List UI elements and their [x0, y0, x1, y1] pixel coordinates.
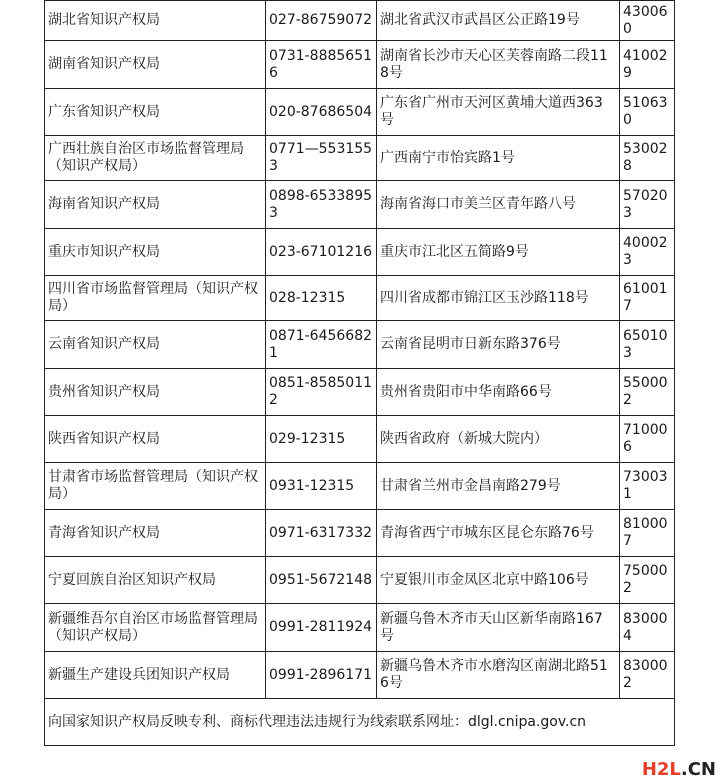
phone-cell: 0851-85850112 [266, 369, 377, 416]
postcode-cell: 830004 [620, 604, 675, 652]
table-row [45, 1, 675, 41]
address-cell: 陕西省政府（新城大院内） [377, 416, 620, 463]
site-watermark-logo [642, 759, 716, 780]
address-cell: 海南省海口市美兰区青年路八号 [377, 181, 620, 229]
agency-name-cell: 广东省知识产权局 [45, 89, 266, 136]
address-cell: 贵州省贵阳市中华南路66号 [377, 369, 620, 416]
agency-name-cell: 重庆市知识产权局 [45, 229, 266, 276]
address-cell: 新疆乌鲁木齐市水磨沟区南湖北路516号 [377, 652, 620, 699]
address-cell: 云南省昆明市日新东路376号 [377, 321, 620, 369]
phone-cell: 0931-12315 [266, 463, 377, 510]
agency-name-cell: 海南省知识产权局 [45, 181, 266, 229]
phone-cell: 029-12315 [266, 416, 377, 463]
phone-cell: 0731-88856516 [266, 41, 377, 89]
address-cell: 广东省广州市天河区黄埔大道西363号 [377, 89, 620, 136]
phone-cell: 0991-2811924 [266, 604, 377, 652]
address-cell: 甘肃省兰州市金昌南路279号 [377, 463, 620, 510]
table-row [45, 463, 675, 510]
postcode-cell: 810007 [620, 510, 675, 557]
watermark-part-cn: .CN [680, 759, 716, 780]
address-cell: 青海省西宁市城东区昆仑东路76号 [377, 510, 620, 557]
table-row [45, 89, 675, 136]
phone-cell: 0898-65338953 [266, 181, 377, 229]
table-row [45, 136, 675, 181]
table-row [45, 276, 675, 321]
table-row [45, 557, 675, 604]
phone-cell: 0991-2896171 [266, 652, 377, 699]
agency-name-cell: 新疆维吾尔自治区市场监督管理局（知识产权局） [45, 604, 266, 652]
agency-name-cell: 青海省知识产权局 [45, 510, 266, 557]
agency-name-cell: 新疆生产建设兵团知识产权局 [45, 652, 266, 699]
watermark-part-h2l: H2L [641, 759, 681, 780]
table-row [45, 41, 675, 89]
postcode-cell: 530028 [620, 136, 675, 181]
address-cell: 湖北省武汉市武昌区公正路19号 [377, 1, 620, 41]
table-footer-row [45, 699, 675, 746]
phone-cell: 028-12315 [266, 276, 377, 321]
agency-name-cell: 陕西省知识产权局 [45, 416, 266, 463]
address-cell: 重庆市江北区五简路9号 [377, 229, 620, 276]
address-cell: 宁夏银川市金凤区北京中路106号 [377, 557, 620, 604]
postcode-cell: 570203 [620, 181, 675, 229]
table-row [45, 321, 675, 369]
table-row [45, 416, 675, 463]
phone-cell: 023-67101216 [266, 229, 377, 276]
table-row [45, 510, 675, 557]
phone-cell: 020-87686504 [266, 89, 377, 136]
table-row [45, 604, 675, 652]
postcode-cell: 400023 [620, 229, 675, 276]
agency-name-cell: 甘肃省市场监督管理局（知识产权局） [45, 463, 266, 510]
address-cell: 四川省成都市锦江区玉沙路118号 [377, 276, 620, 321]
address-cell: 广西南宁市怡宾路1号 [377, 136, 620, 181]
phone-cell: 027-86759072 [266, 1, 377, 41]
agency-name-cell: 湖南省知识产权局 [45, 41, 266, 89]
table-row [45, 652, 675, 699]
agency-contact-table [44, 0, 675, 746]
phone-cell: 0871-64566821 [266, 321, 377, 369]
postcode-cell: 750002 [620, 557, 675, 604]
agency-name-cell: 湖北省知识产权局 [45, 1, 266, 41]
report-website-note: 向国家知识产权局反映专利、商标代理违法违规行为线索联系网址：dlgl.cnipa.gov.cn [45, 699, 675, 746]
table-row [45, 181, 675, 229]
postcode-cell: 510630 [620, 89, 675, 136]
phone-cell: 0971-6317332 [266, 510, 377, 557]
agency-name-cell: 云南省知识产权局 [45, 321, 266, 369]
address-cell: 新疆乌鲁木齐市天山区新华南路167号 [377, 604, 620, 652]
phone-cell: 0951-5672148 [266, 557, 377, 604]
agency-name-cell: 贵州省知识产权局 [45, 369, 266, 416]
agency-name-cell: 广西壮族自治区市场监督管理局（知识产权局） [45, 136, 266, 181]
postcode-cell: 710006 [620, 416, 675, 463]
postcode-cell: 650103 [620, 321, 675, 369]
postcode-cell: 730031 [620, 463, 675, 510]
agency-name-cell: 四川省市场监督管理局（知识产权局） [45, 276, 266, 321]
table-row [45, 369, 675, 416]
postcode-cell: 550002 [620, 369, 675, 416]
postcode-cell: 410029 [620, 41, 675, 89]
address-cell: 湖南省长沙市天心区芙蓉南路二段118号 [377, 41, 620, 89]
postcode-cell: 430060 [620, 1, 675, 41]
table-row [45, 229, 675, 276]
postcode-cell: 830002 [620, 652, 675, 699]
phone-cell: 0771—5531553 [266, 136, 377, 181]
postcode-cell: 610017 [620, 276, 675, 321]
agency-name-cell: 宁夏回族自治区知识产权局 [45, 557, 266, 604]
